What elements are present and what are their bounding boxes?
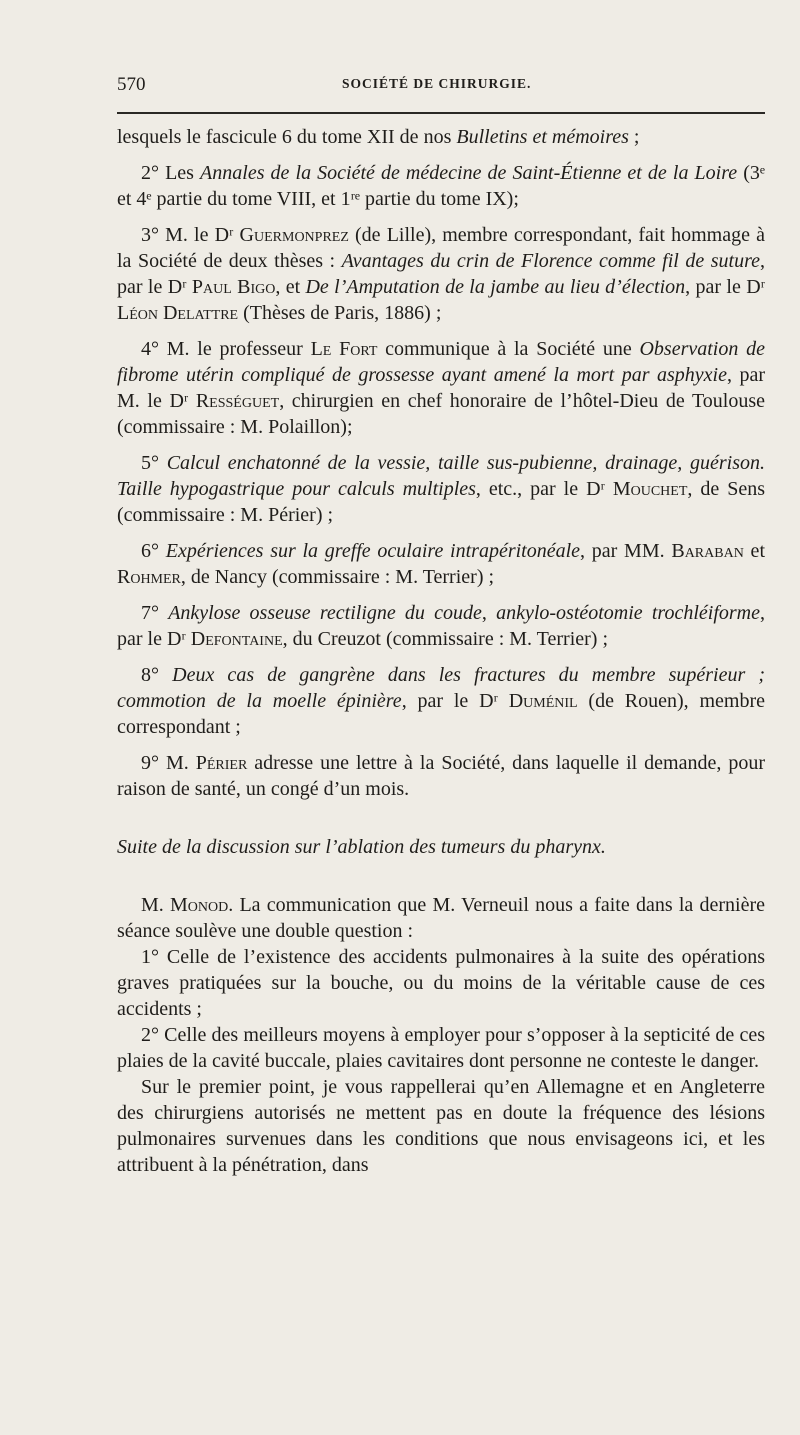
running-head: SOCIÉTÉ DE CHIRURGIE. (342, 76, 532, 91)
text-run: , du Creuzot (commissaire : M. Terrier) ; (282, 628, 609, 650)
list-item-3 (117, 222, 765, 326)
list-item-6 (117, 538, 765, 590)
author-name: Paul Bigo (191, 276, 276, 298)
text-run: , de Nancy (commissaire : M. Terrier) ; (180, 566, 495, 588)
paragraph-first-point: Sur le premier point, je vous rappellerai qu’en Allemagne et en Angleterre des chirurgiens autorisés ne mettent pas en doute la fréquence des lésions pulmonaires survenues dans les conditions que nous envisageons ici, et les attribuent à la pénétration, dans (117, 1076, 765, 1176)
list-item-8 (117, 662, 765, 740)
italic-title: Ankylose osseuse rectiligne du coude (168, 602, 482, 624)
italic-title: De l’Amputation de la jambe au lieu d’élection (305, 276, 686, 298)
text-run: , et (275, 276, 306, 298)
italic-title: Expériences sur la greffe oculaire intrapéritonéale (165, 540, 581, 562)
text-run: 9° M. (141, 752, 196, 774)
author-name: Rességuet (195, 390, 280, 412)
author-name: Monod (170, 894, 229, 916)
text-run: , chirurgien en chef honoraire de l’hôtel-Dieu de Toulouse (commissaire : M. Polaillon); (117, 390, 765, 438)
section-heading: Suite de la discussion sur l’ablation des tumeurs du pharynx. (117, 836, 606, 858)
text-run: (Thèses de Paris, 1886) ; (238, 302, 442, 324)
author-name: Duménil (508, 690, 578, 712)
page-header (117, 74, 765, 98)
list-item-7 (117, 600, 765, 652)
author-name: Guermonprez (239, 224, 349, 246)
author-name: Baraban (671, 540, 744, 562)
text-run: , par M. le Dʳ (117, 364, 765, 412)
text-run: lesquels le fascicule 6 du tome XII de nos (117, 126, 457, 148)
paragraph-question-1: 1° Celle de l’existence des accidents pulmonaires à la suite des opérations graves pratiquées sur la bouche, ou du moins de la véritable cause de ces accidents ; (117, 946, 765, 1020)
text-run: (3ᵉ et 4ᵉ partie du tome VIII, et 1ʳᵉ partie du tome IX); (117, 162, 766, 210)
author-name: Rohmer (117, 566, 181, 588)
italic-title: Avantages du crin de Florence comme fil de suture (341, 250, 760, 272)
italic-title: Deux cas de gangrène dans les fractures du membre supérieur ; commotion de la moelle épinière (117, 664, 766, 712)
text-run: M. (141, 894, 171, 916)
text-run: (de Lille), membre correspondant, fait hommage à la Société de deux thèses : (117, 224, 765, 272)
author-name: Mouchet (612, 478, 688, 500)
text-run: 4° M. le professeur (141, 338, 311, 360)
text-run: 7° (141, 602, 169, 624)
text-run: , par le Dʳ (685, 276, 765, 298)
author-name: Périer (195, 752, 248, 774)
text-run: , par le Dʳ (401, 690, 509, 712)
text-run: , par MM. (580, 540, 672, 562)
text-run: 3° M. le Dʳ (141, 224, 240, 246)
italic-title: Observation de fibrome utérin compliqué de grossesse ayant amené la mort par asphyxie (117, 338, 766, 386)
italic-title: ankylo-ostéotomie trochléiforme (496, 602, 760, 624)
paragraph-continuation (117, 124, 765, 150)
text-run: . La communication que M. Verneuil nous a faite dans la dernière séance soulève une double question : (117, 894, 765, 942)
author-name: Léon Delattre (117, 302, 239, 324)
text-run: ; (628, 126, 640, 148)
text-run: 6° (141, 540, 166, 562)
header-rule (117, 112, 765, 114)
italic-title: Calcul enchatonné de la vessie, taille sus-pubienne, drainage, guérison. Taille hypogastrique pour calculs multiples (117, 452, 766, 500)
paragraph-monod (117, 892, 765, 944)
text-run: communique à la Société une (377, 338, 640, 360)
paragraph-question-2: 2° Celle des meilleurs moyens à employer pour s’opposer à la septicité de ces plaies de la cavité buccale, plaies cavitaires dont personne ne conteste le danger. (117, 1024, 765, 1072)
list-item-5 (117, 450, 765, 528)
page-number: 570 (117, 74, 146, 95)
list-item-4 (117, 336, 765, 440)
list-item-2 (117, 160, 765, 212)
italic-title: Annales de la Société de médecine de Saint-Étienne et de la Loire (200, 162, 738, 184)
text-run: (de Rouen), membre correspondant ; (117, 690, 766, 738)
italic-title: Bulletins et mémoires (456, 126, 629, 148)
text-run: 2° Les (141, 162, 201, 184)
text-run: , de Sens (commissaire : M. Périer) ; (117, 478, 765, 526)
text-run: 5° (141, 452, 167, 474)
text-run: adresse une lettre à la Société, dans laquelle il demande, pour raison de santé, un congé d’un mois. (117, 752, 766, 800)
text-run: et (743, 540, 765, 562)
text-run: , par le Dʳ (117, 250, 765, 298)
text-run: , etc., par le Dʳ (475, 478, 613, 500)
text-run: 8° (141, 664, 173, 686)
list-item-9 (117, 750, 765, 802)
text-run: , par le Dʳ (117, 602, 765, 650)
text-run: , (481, 602, 497, 624)
author-name: Le Fort (310, 338, 378, 360)
body-text (117, 124, 765, 1178)
author-name: Defontaine (190, 628, 283, 650)
